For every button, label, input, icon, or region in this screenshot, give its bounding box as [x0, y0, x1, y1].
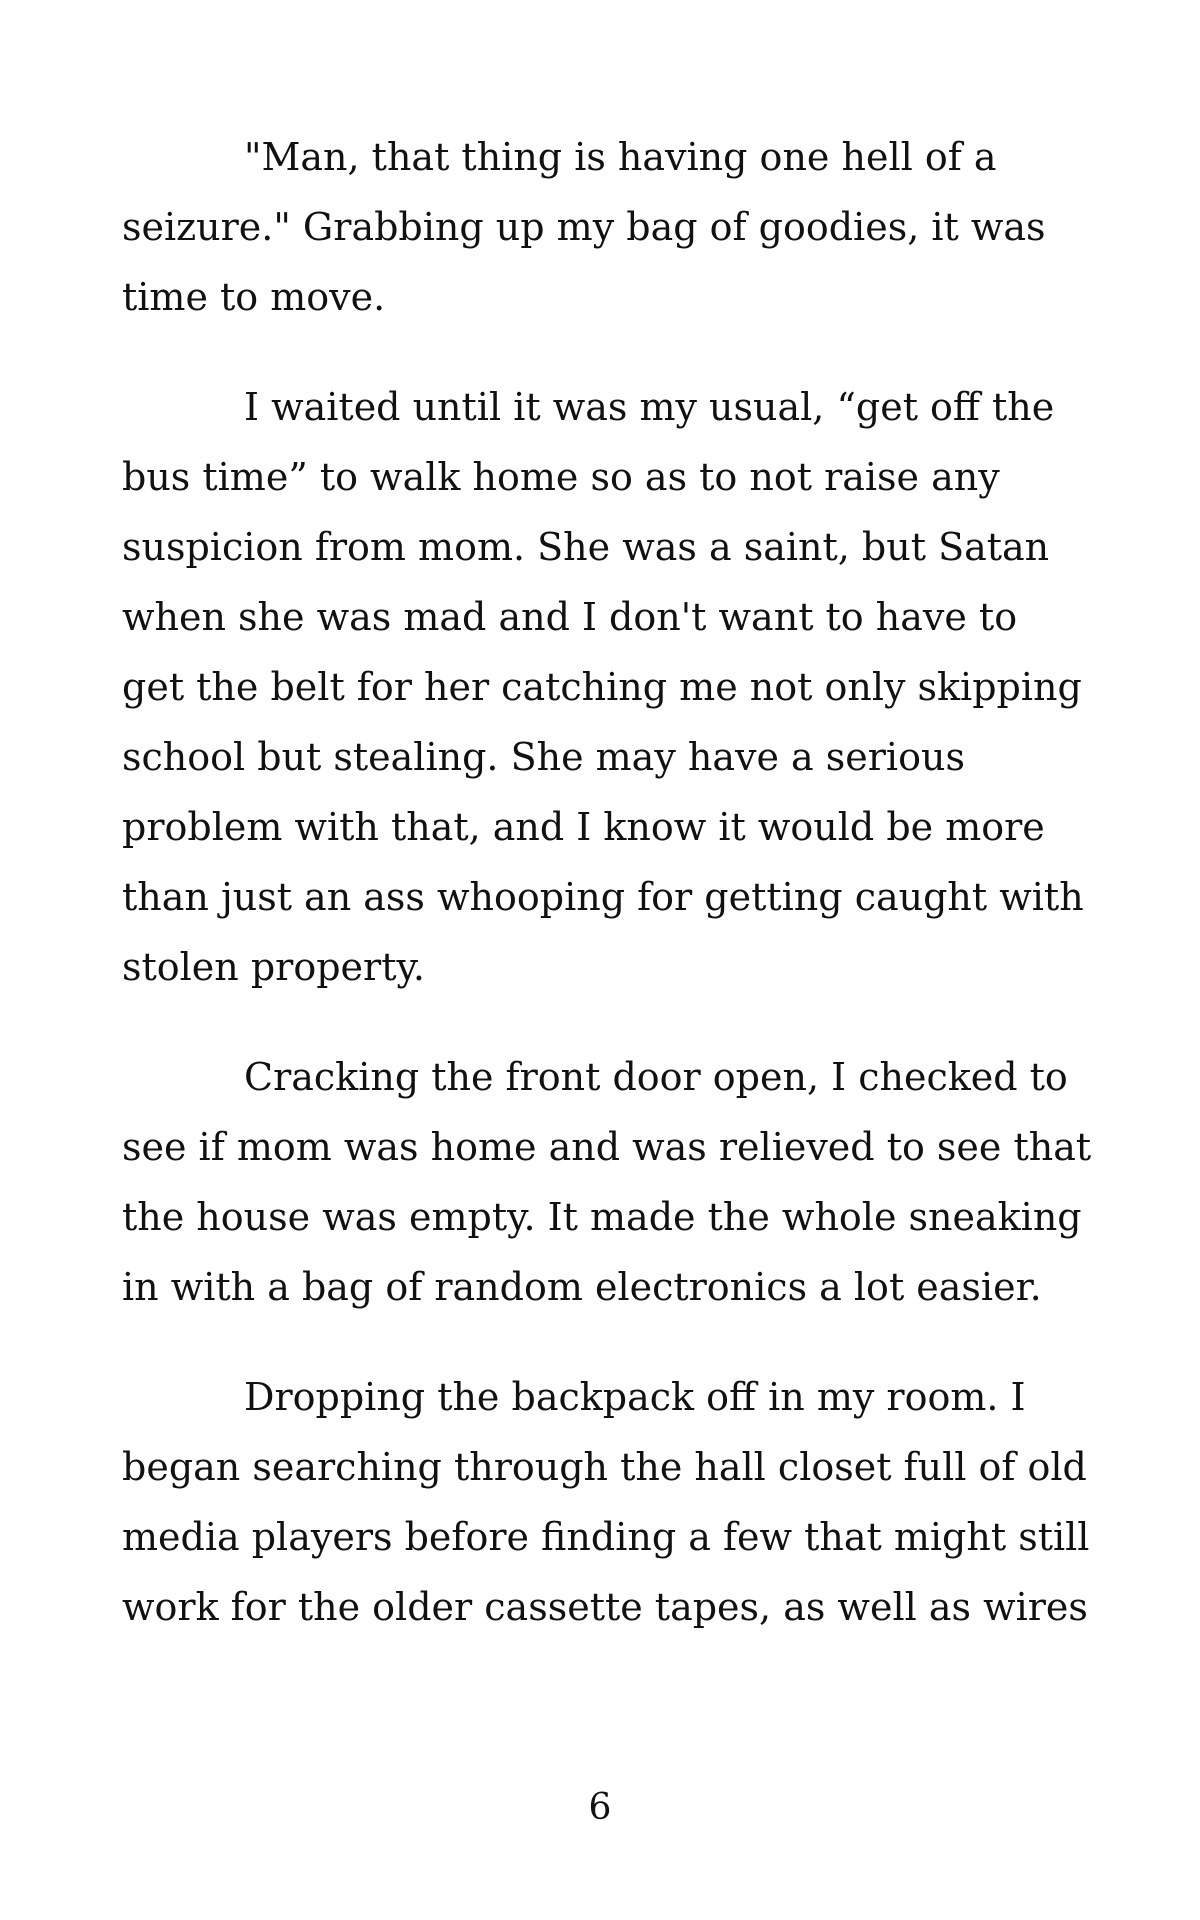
paragraph-1 — [122, 122, 1102, 332]
paragraph-2 — [122, 372, 1102, 1002]
text-line: media players before finding a few that might still — [122, 1515, 1090, 1559]
text-line: I waited until it was my usual, “get off the — [244, 385, 1055, 429]
text-line: work for the older cassette tapes, as well as wires — [122, 1585, 1088, 1629]
text-line: bus time” to walk home so as to not raise any — [122, 455, 1000, 499]
text-line: "Man, that thing is having one hell of a — [244, 135, 997, 179]
text-body — [122, 122, 1102, 1682]
text-line: suspicion from mom. She was a saint, but Satan — [122, 525, 1050, 569]
text-line: time to move. — [122, 275, 386, 319]
paragraph-3 — [122, 1042, 1102, 1322]
text-line: problem with that, and I know it would be more — [122, 805, 1045, 849]
text-line: see if mom was home and was relieved to see that — [122, 1125, 1092, 1169]
paragraph-4 — [122, 1362, 1102, 1642]
text-line: began searching through the hall closet full of old — [122, 1445, 1087, 1489]
text-line: in with a bag of random electronics a lot easier. — [122, 1265, 1042, 1309]
text-line: stolen property. — [122, 945, 425, 989]
text-line: seizure." Grabbing up my bag of goodies, it was — [122, 205, 1046, 249]
text-line: when she was mad and I don't want to have to — [122, 595, 1018, 639]
page-number: 6 — [588, 1787, 612, 1828]
text-line: Cracking the front door open, I checked to — [244, 1055, 1068, 1099]
text-line: get the belt for her catching me not only skipping — [122, 665, 1082, 709]
text-line: than just an ass whooping for getting caught with — [122, 875, 1084, 919]
text-line: school but stealing. She may have a serious — [122, 735, 965, 779]
text-line: the house was empty. It made the whole sneaking — [122, 1195, 1082, 1239]
text-line: Dropping the backpack off in my room. I — [244, 1375, 1026, 1419]
